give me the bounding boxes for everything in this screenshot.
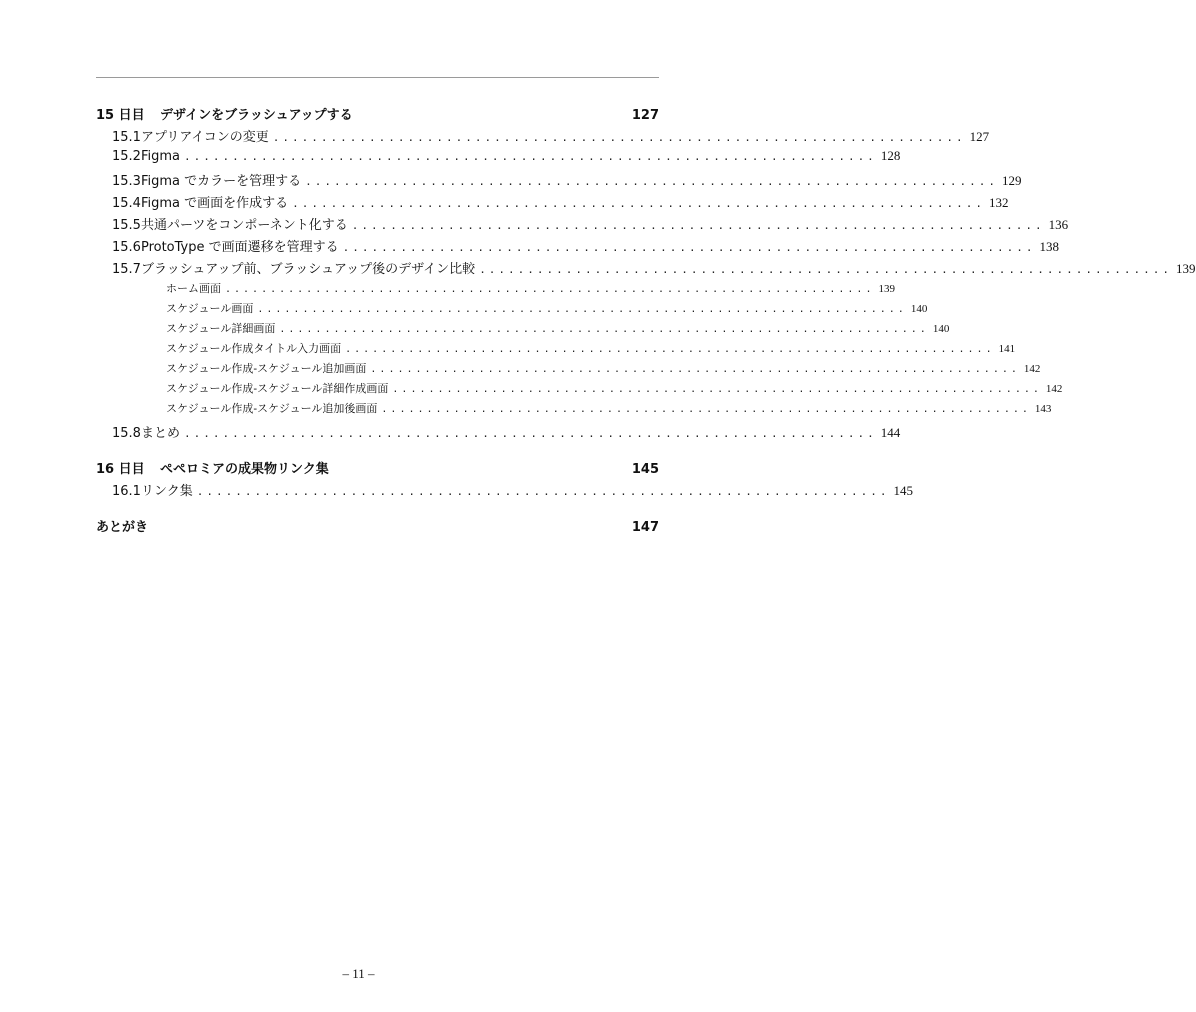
section-page: 136	[1048, 217, 1069, 232]
section-page: 129	[1001, 173, 1022, 188]
dot-leader: ........................................................................	[342, 241, 1036, 254]
toc-subitem[interactable]	[96, 360, 1041, 380]
subitem-title: スケジュール詳細画面	[166, 322, 276, 335]
chapter-title: ペペロミアの成果物リンク集	[160, 462, 329, 477]
section-number: 15.8	[112, 426, 141, 441]
subitem-page: 143	[1034, 403, 1052, 415]
dot-leader: ........................................................................	[279, 324, 929, 335]
toc-subitem[interactable]	[96, 300, 928, 320]
toc-subitem[interactable]	[96, 340, 1016, 360]
dot-leader: ........................................................................	[381, 404, 1031, 415]
dot-leader: ........................................................................	[257, 304, 907, 315]
section-title: Figma で画面を作成する	[140, 196, 289, 211]
section-page: 144	[880, 425, 901, 440]
subitem-page: 142	[1045, 383, 1063, 395]
toc-subitem[interactable]	[96, 400, 1052, 420]
section-title: アプリアイコンの変更	[140, 130, 269, 145]
section-page: 132	[988, 195, 1009, 210]
section-number: 15.1	[112, 130, 141, 145]
section-number: 15.5	[112, 218, 141, 233]
section-title: ProtoType で画面遷移を管理する	[140, 240, 339, 255]
subitem-title: スケジュール作成タイトル入力画面	[166, 342, 342, 355]
subitem-page: 140	[910, 303, 928, 315]
chapter-title: デザインをブラッシュアップする	[160, 108, 353, 123]
section-number: 15.7	[112, 262, 141, 277]
toc-chapter-16[interactable]	[96, 458, 659, 478]
subitem-title: スケジュール作成-スケジュール詳細作成画面	[166, 382, 389, 395]
section-number: 16.1	[112, 484, 141, 499]
subitem-title: スケジュール画面	[166, 302, 254, 315]
toc-subitem[interactable]	[96, 380, 1063, 400]
section-title: Figma でカラーを管理する	[140, 174, 302, 189]
toc-section-15-3[interactable]	[96, 170, 1022, 190]
subitem-title: スケジュール作成-スケジュール追加後画面	[166, 402, 378, 415]
dot-leader: ........................................................................	[392, 384, 1042, 395]
toc-section-15-4[interactable]	[96, 192, 1009, 212]
dot-leader: ........................................................................	[351, 219, 1045, 232]
chapter-page: 145	[631, 462, 659, 477]
section-page: 139	[1176, 261, 1196, 276]
section-number: 15.4	[112, 196, 141, 211]
subitem-page: 140	[932, 323, 950, 335]
subitem-title: スケジュール作成-スケジュール追加画面	[166, 362, 367, 375]
toc-section-16-1[interactable]	[96, 480, 914, 500]
toc-chapter-15[interactable]	[96, 104, 659, 124]
dot-leader: ........................................................................	[370, 364, 1020, 375]
dot-leader: ........................................................................	[292, 197, 985, 210]
header-rule	[96, 77, 659, 78]
section-page: 138	[1039, 239, 1059, 254]
toc-subitem[interactable]	[96, 320, 950, 340]
section-page: 145	[893, 483, 914, 498]
dot-leader: ........................................................................	[183, 150, 877, 163]
toc-section-15-2[interactable]	[96, 148, 901, 168]
section-number: 15.2	[112, 149, 141, 164]
subitem-title: ホーム画面	[166, 282, 221, 295]
chapter-number: 16 日目	[96, 462, 145, 477]
afterword-page: 147	[631, 520, 659, 535]
subitem-page: 142	[1023, 363, 1041, 375]
chapter-page: 127	[631, 108, 659, 123]
subitem-page: 139	[878, 283, 895, 295]
dot-leader: ........................................................................	[479, 263, 1173, 276]
dot-leader: ........................................................................	[305, 175, 998, 188]
page-number: – 11 –	[342, 966, 375, 981]
section-number: 15.3	[112, 174, 141, 189]
toc-section-15-1[interactable]	[96, 126, 990, 146]
dot-leader: ........................................................................	[345, 344, 995, 355]
toc-section-15-8[interactable]	[96, 422, 901, 442]
section-title: ブラッシュアップ前、ブラッシュアップ後のデザイン比較	[140, 262, 476, 277]
toc-afterword[interactable]	[96, 516, 659, 536]
section-page: 127	[969, 129, 990, 144]
section-page: 128	[880, 148, 901, 163]
toc-section-15-7[interactable]	[96, 258, 1196, 278]
toc-subitem[interactable]	[96, 280, 895, 300]
toc-section-15-5[interactable]	[96, 214, 1069, 234]
dot-leader: ........................................................................	[183, 427, 877, 440]
section-title: 共通パーツをコンポーネント化する	[140, 218, 348, 233]
section-title: まとめ	[140, 426, 180, 441]
chapter-number: 15 日目	[96, 108, 145, 123]
dot-leader: ........................................................................	[225, 284, 875, 295]
section-title: リンク集	[140, 484, 193, 499]
afterword-title: あとがき	[96, 520, 149, 535]
section-number: 15.6	[112, 240, 141, 255]
subitem-page: 141	[998, 343, 1016, 355]
toc-section-15-6[interactable]	[96, 236, 1059, 256]
dot-leader: ........................................................................	[272, 131, 966, 144]
dot-leader: ........................................................................	[196, 485, 890, 498]
section-title: Figma	[140, 149, 180, 164]
